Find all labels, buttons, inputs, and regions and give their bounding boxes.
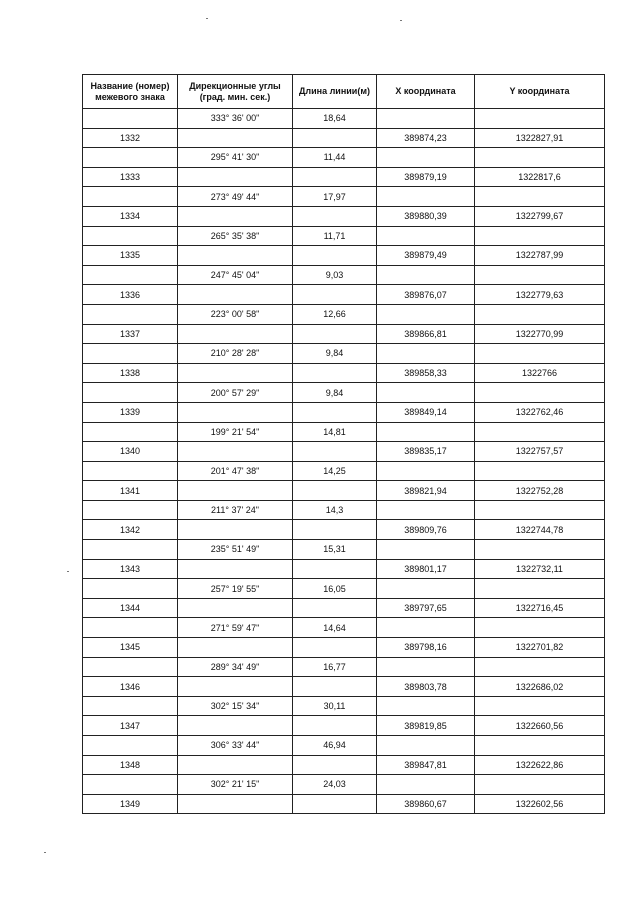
cell-marker-name: 1344 — [83, 598, 178, 618]
cell-direction-angle — [178, 206, 293, 226]
table-row — [83, 559, 605, 579]
cell-line-length — [293, 598, 377, 618]
cell-direction-angle — [178, 677, 293, 697]
cell-marker-name — [83, 304, 178, 324]
table-row — [83, 794, 605, 814]
cell-x-coordinate — [377, 422, 475, 442]
cell-direction-angle: 265° 35' 38" — [178, 226, 293, 246]
cell-line-length: 11,71 — [293, 226, 377, 246]
cell-marker-name: 1343 — [83, 559, 178, 579]
cell-line-length: 14,64 — [293, 618, 377, 638]
cell-line-length — [293, 402, 377, 422]
cell-marker-name — [83, 461, 178, 481]
cell-y-coordinate: 1322660,56 — [475, 716, 605, 736]
cell-marker-name: 1348 — [83, 755, 178, 775]
cell-x-coordinate — [377, 579, 475, 599]
cell-x-coordinate: 389798,16 — [377, 638, 475, 658]
table-row — [83, 246, 605, 266]
cell-line-length — [293, 481, 377, 501]
cell-line-length: 12,66 — [293, 304, 377, 324]
cell-line-length — [293, 206, 377, 226]
cell-direction-angle — [178, 402, 293, 422]
cell-marker-name — [83, 657, 178, 677]
table-row — [83, 265, 605, 285]
cell-direction-angle: 273° 49' 44" — [178, 187, 293, 207]
cell-marker-name — [83, 226, 178, 246]
table-row — [83, 206, 605, 226]
cell-y-coordinate — [475, 344, 605, 364]
cell-y-coordinate — [475, 304, 605, 324]
cell-direction-angle — [178, 638, 293, 658]
table-row — [83, 285, 605, 305]
cell-x-coordinate — [377, 148, 475, 168]
cell-y-coordinate — [475, 775, 605, 795]
cell-direction-angle: 211° 37' 24" — [178, 500, 293, 520]
cell-line-length: 14,25 — [293, 461, 377, 481]
cell-y-coordinate: 1322799,67 — [475, 206, 605, 226]
cell-marker-name — [83, 775, 178, 795]
cell-x-coordinate — [377, 109, 475, 129]
cell-direction-angle — [178, 246, 293, 266]
table-row — [83, 520, 605, 540]
cell-direction-angle: 210° 28' 28" — [178, 344, 293, 364]
cell-line-length: 18,64 — [293, 109, 377, 129]
cell-direction-angle — [178, 167, 293, 187]
cell-line-length — [293, 246, 377, 266]
scan-speck — [44, 852, 46, 853]
cell-y-coordinate: 1322787,99 — [475, 246, 605, 266]
cell-marker-name: 1345 — [83, 638, 178, 658]
cell-direction-angle: 302° 21' 15" — [178, 775, 293, 795]
cell-marker-name — [83, 265, 178, 285]
cell-line-length — [293, 559, 377, 579]
cell-marker-name: 1339 — [83, 402, 178, 422]
cell-direction-angle: 333° 36' 00" — [178, 109, 293, 129]
cell-marker-name: 1346 — [83, 677, 178, 697]
cell-direction-angle: 257° 19' 55" — [178, 579, 293, 599]
cell-y-coordinate — [475, 148, 605, 168]
cell-x-coordinate — [377, 265, 475, 285]
table-row — [83, 422, 605, 442]
table-row — [83, 167, 605, 187]
table-row — [83, 187, 605, 207]
cell-marker-name — [83, 696, 178, 716]
cell-y-coordinate — [475, 422, 605, 442]
cell-direction-angle: 271° 59' 47" — [178, 618, 293, 638]
table-row — [83, 618, 605, 638]
table-row — [83, 657, 605, 677]
cell-marker-name: 1334 — [83, 206, 178, 226]
cell-line-length: 14,81 — [293, 422, 377, 442]
cell-y-coordinate — [475, 109, 605, 129]
cell-direction-angle: 247° 45' 04" — [178, 265, 293, 285]
table-row — [83, 677, 605, 697]
table-row — [83, 696, 605, 716]
cell-x-coordinate — [377, 618, 475, 638]
cell-marker-name: 1333 — [83, 167, 178, 187]
cell-line-length — [293, 363, 377, 383]
table-row — [83, 775, 605, 795]
cell-marker-name: 1332 — [83, 128, 178, 148]
cell-direction-angle — [178, 442, 293, 462]
table-row — [83, 128, 605, 148]
cell-y-coordinate — [475, 696, 605, 716]
header-x-coordinate: X координата — [377, 75, 475, 109]
cell-line-length — [293, 794, 377, 814]
survey-document — [82, 74, 605, 814]
cell-x-coordinate — [377, 500, 475, 520]
table-row — [83, 148, 605, 168]
cell-y-coordinate — [475, 226, 605, 246]
cell-y-coordinate — [475, 187, 605, 207]
cell-marker-name — [83, 500, 178, 520]
cell-line-length: 16,05 — [293, 579, 377, 599]
cell-marker-name — [83, 148, 178, 168]
cell-y-coordinate — [475, 461, 605, 481]
cell-y-coordinate: 1322766 — [475, 363, 605, 383]
cell-x-coordinate: 389835,17 — [377, 442, 475, 462]
cell-x-coordinate: 389860,67 — [377, 794, 475, 814]
table-row — [83, 109, 605, 129]
cell-line-length: 9,03 — [293, 265, 377, 285]
cell-x-coordinate — [377, 383, 475, 403]
cell-line-length: 24,03 — [293, 775, 377, 795]
cell-direction-angle: 200° 57' 29" — [178, 383, 293, 403]
cell-x-coordinate — [377, 226, 475, 246]
table-row — [83, 481, 605, 501]
cell-direction-angle: 235° 51' 49" — [178, 540, 293, 560]
cell-x-coordinate: 389801,17 — [377, 559, 475, 579]
cell-x-coordinate — [377, 696, 475, 716]
cell-marker-name: 1336 — [83, 285, 178, 305]
cell-y-coordinate — [475, 540, 605, 560]
cell-line-length — [293, 677, 377, 697]
cell-y-coordinate — [475, 736, 605, 756]
cell-x-coordinate — [377, 775, 475, 795]
table-row — [83, 540, 605, 560]
cell-direction-angle: 295° 41' 30" — [178, 148, 293, 168]
table-row — [83, 579, 605, 599]
cell-x-coordinate — [377, 461, 475, 481]
cell-y-coordinate — [475, 579, 605, 599]
table-row — [83, 500, 605, 520]
cell-direction-angle: 201° 47' 38" — [178, 461, 293, 481]
cell-x-coordinate: 389858,33 — [377, 363, 475, 383]
cell-marker-name — [83, 422, 178, 442]
cell-marker-name — [83, 736, 178, 756]
cell-direction-angle — [178, 598, 293, 618]
cell-x-coordinate: 389821,94 — [377, 481, 475, 501]
table-row — [83, 226, 605, 246]
cell-marker-name — [83, 618, 178, 638]
table-row — [83, 402, 605, 422]
cell-direction-angle — [178, 481, 293, 501]
table-row — [83, 638, 605, 658]
cell-direction-angle — [178, 716, 293, 736]
table-row — [83, 598, 605, 618]
cell-x-coordinate — [377, 344, 475, 364]
table-row — [83, 716, 605, 736]
header-line-length: Длина линии(м) — [293, 75, 377, 109]
table-row — [83, 442, 605, 462]
cell-direction-angle: 199° 21' 54" — [178, 422, 293, 442]
scan-speck — [67, 571, 69, 572]
header-direction-angle: Дирекционные углы (град. мин. сек.) — [178, 75, 293, 109]
cell-line-length — [293, 324, 377, 344]
cell-line-length: 9,84 — [293, 344, 377, 364]
cell-x-coordinate: 389847,81 — [377, 755, 475, 775]
cell-y-coordinate: 1322716,45 — [475, 598, 605, 618]
cell-line-length: 46,94 — [293, 736, 377, 756]
table-body — [83, 109, 605, 814]
cell-y-coordinate: 1322602,56 — [475, 794, 605, 814]
cell-line-length: 15,31 — [293, 540, 377, 560]
cell-y-coordinate: 1322762,46 — [475, 402, 605, 422]
cell-y-coordinate: 1322744,78 — [475, 520, 605, 540]
cell-y-coordinate: 1322622,86 — [475, 755, 605, 775]
scan-speck — [206, 18, 208, 19]
cell-direction-angle: 302° 15' 34" — [178, 696, 293, 716]
cell-direction-angle — [178, 285, 293, 305]
cell-direction-angle — [178, 559, 293, 579]
cell-marker-name: 1349 — [83, 794, 178, 814]
cell-line-length — [293, 285, 377, 305]
cell-marker-name: 1335 — [83, 246, 178, 266]
cell-x-coordinate: 389797,65 — [377, 598, 475, 618]
cell-y-coordinate — [475, 657, 605, 677]
cell-y-coordinate: 1322827,91 — [475, 128, 605, 148]
cell-y-coordinate: 1322752,28 — [475, 481, 605, 501]
cell-line-length — [293, 716, 377, 736]
cell-y-coordinate: 1322686,02 — [475, 677, 605, 697]
cell-x-coordinate — [377, 187, 475, 207]
cell-x-coordinate — [377, 540, 475, 560]
cell-x-coordinate: 389849,14 — [377, 402, 475, 422]
table-row — [83, 363, 605, 383]
cell-line-length — [293, 128, 377, 148]
cell-direction-angle: 306° 33' 44" — [178, 736, 293, 756]
cell-marker-name — [83, 383, 178, 403]
cell-marker-name — [83, 540, 178, 560]
table-row — [83, 736, 605, 756]
cell-x-coordinate — [377, 304, 475, 324]
cell-x-coordinate: 389876,07 — [377, 285, 475, 305]
cell-y-coordinate: 1322770,99 — [475, 324, 605, 344]
header-marker-name: Название (номер) межевого знака — [83, 75, 178, 109]
cell-y-coordinate — [475, 265, 605, 285]
cell-line-length — [293, 167, 377, 187]
cell-line-length — [293, 638, 377, 658]
cell-line-length: 17,97 — [293, 187, 377, 207]
cell-x-coordinate: 389879,49 — [377, 246, 475, 266]
cell-direction-angle — [178, 794, 293, 814]
cell-x-coordinate: 389879,19 — [377, 167, 475, 187]
cell-line-length: 11,44 — [293, 148, 377, 168]
cell-direction-angle — [178, 520, 293, 540]
cell-y-coordinate — [475, 618, 605, 638]
cell-line-length — [293, 442, 377, 462]
cell-y-coordinate — [475, 383, 605, 403]
cell-x-coordinate — [377, 736, 475, 756]
header-y-coordinate: Y координата — [475, 75, 605, 109]
cell-marker-name: 1347 — [83, 716, 178, 736]
cell-marker-name: 1338 — [83, 363, 178, 383]
cell-direction-angle — [178, 755, 293, 775]
cell-y-coordinate: 1322701,82 — [475, 638, 605, 658]
cell-marker-name — [83, 344, 178, 364]
cell-x-coordinate — [377, 657, 475, 677]
cell-direction-angle: 223° 00' 58" — [178, 304, 293, 324]
cell-x-coordinate: 389880,39 — [377, 206, 475, 226]
boundary-coordinates-table — [82, 74, 605, 814]
cell-line-length — [293, 520, 377, 540]
cell-marker-name — [83, 579, 178, 599]
cell-x-coordinate: 389809,76 — [377, 520, 475, 540]
cell-line-length: 14,3 — [293, 500, 377, 520]
table-row — [83, 383, 605, 403]
cell-direction-angle: 289° 34' 49" — [178, 657, 293, 677]
table-row — [83, 344, 605, 364]
cell-y-coordinate: 1322757,57 — [475, 442, 605, 462]
cell-y-coordinate — [475, 500, 605, 520]
cell-x-coordinate: 389866,81 — [377, 324, 475, 344]
table-header-row — [83, 75, 605, 109]
cell-line-length — [293, 755, 377, 775]
cell-line-length: 30,11 — [293, 696, 377, 716]
cell-marker-name: 1340 — [83, 442, 178, 462]
table-row — [83, 461, 605, 481]
cell-marker-name: 1341 — [83, 481, 178, 501]
cell-x-coordinate: 389874,23 — [377, 128, 475, 148]
cell-y-coordinate: 1322732,11 — [475, 559, 605, 579]
cell-x-coordinate: 389819,85 — [377, 716, 475, 736]
cell-y-coordinate: 1322779,63 — [475, 285, 605, 305]
cell-marker-name — [83, 187, 178, 207]
cell-x-coordinate: 389803,78 — [377, 677, 475, 697]
table-row — [83, 755, 605, 775]
table-row — [83, 304, 605, 324]
cell-direction-angle — [178, 128, 293, 148]
cell-marker-name: 1337 — [83, 324, 178, 344]
cell-marker-name — [83, 109, 178, 129]
cell-line-length: 16,77 — [293, 657, 377, 677]
cell-y-coordinate: 1322817,6 — [475, 167, 605, 187]
table-row — [83, 324, 605, 344]
scan-speck — [400, 20, 402, 21]
cell-marker-name: 1342 — [83, 520, 178, 540]
cell-line-length: 9,84 — [293, 383, 377, 403]
cell-direction-angle — [178, 363, 293, 383]
cell-direction-angle — [178, 324, 293, 344]
